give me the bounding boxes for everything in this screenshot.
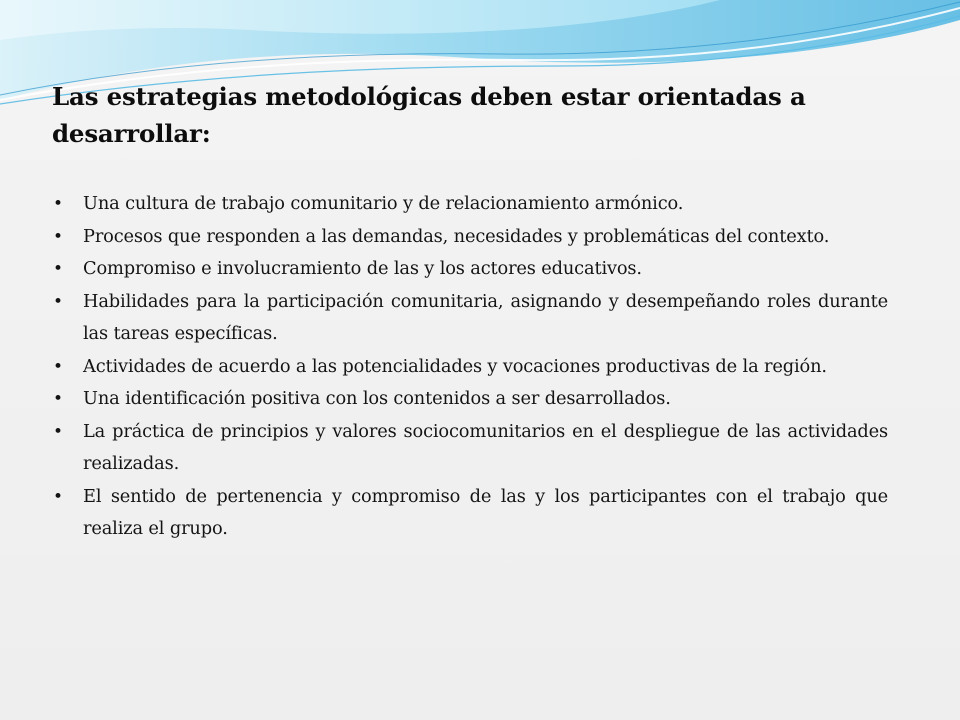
- bullet-dot-icon: •: [53, 194, 63, 214]
- bullet-item: [52, 221, 888, 254]
- slide-content: [52, 78, 888, 546]
- bullet-text: Una cultura de trabajo comunitario y de relacionamiento armónico.: [83, 193, 684, 214]
- bullet-text: Compromiso e involucramiento de las y los actores educativos.: [83, 258, 642, 279]
- bullet-item: [52, 188, 888, 221]
- bullet-item: [52, 351, 888, 384]
- bullet-dot-icon: •: [53, 389, 63, 409]
- slide-title: Las estrategias metodológicas deben estar orientadas a desarrollar:: [52, 82, 806, 148]
- bullet-item: [52, 416, 888, 481]
- bullet-text: Actividades de acuerdo a las potencialidades y vocaciones productivas de la región.: [83, 355, 827, 377]
- bullet-dot-icon: •: [53, 486, 63, 507]
- bullet-text: Una identificación positiva con los contenidos a ser desarrollados.: [83, 388, 671, 409]
- bullet-text: El sentido de pertenencia y compromiso de las y los participantes con el trabajo que realiza el grupo.: [83, 485, 888, 539]
- bullet-dot-icon: •: [53, 421, 63, 442]
- bullet-item: [52, 383, 888, 416]
- bullet-dot-icon: •: [53, 259, 63, 279]
- bullet-text: Procesos que responden a las demandas, necesidades y problemáticas del contexto.: [83, 225, 830, 247]
- bullet-list: [52, 188, 888, 546]
- bullet-item: [52, 481, 888, 546]
- bullet-text: La práctica de principios y valores sociocomunitarios en el despliegue de las actividades realizadas.: [83, 420, 888, 474]
- bullet-item: [52, 286, 888, 351]
- bullet-item: [52, 253, 888, 286]
- bullet-dot-icon: •: [53, 291, 63, 312]
- bullet-dot-icon: •: [53, 356, 63, 377]
- bullet-text: Habilidades para la participación comunitaria, asignando y desempeñando roles durante las tareas específicas.: [83, 290, 888, 344]
- bullet-dot-icon: •: [53, 226, 63, 247]
